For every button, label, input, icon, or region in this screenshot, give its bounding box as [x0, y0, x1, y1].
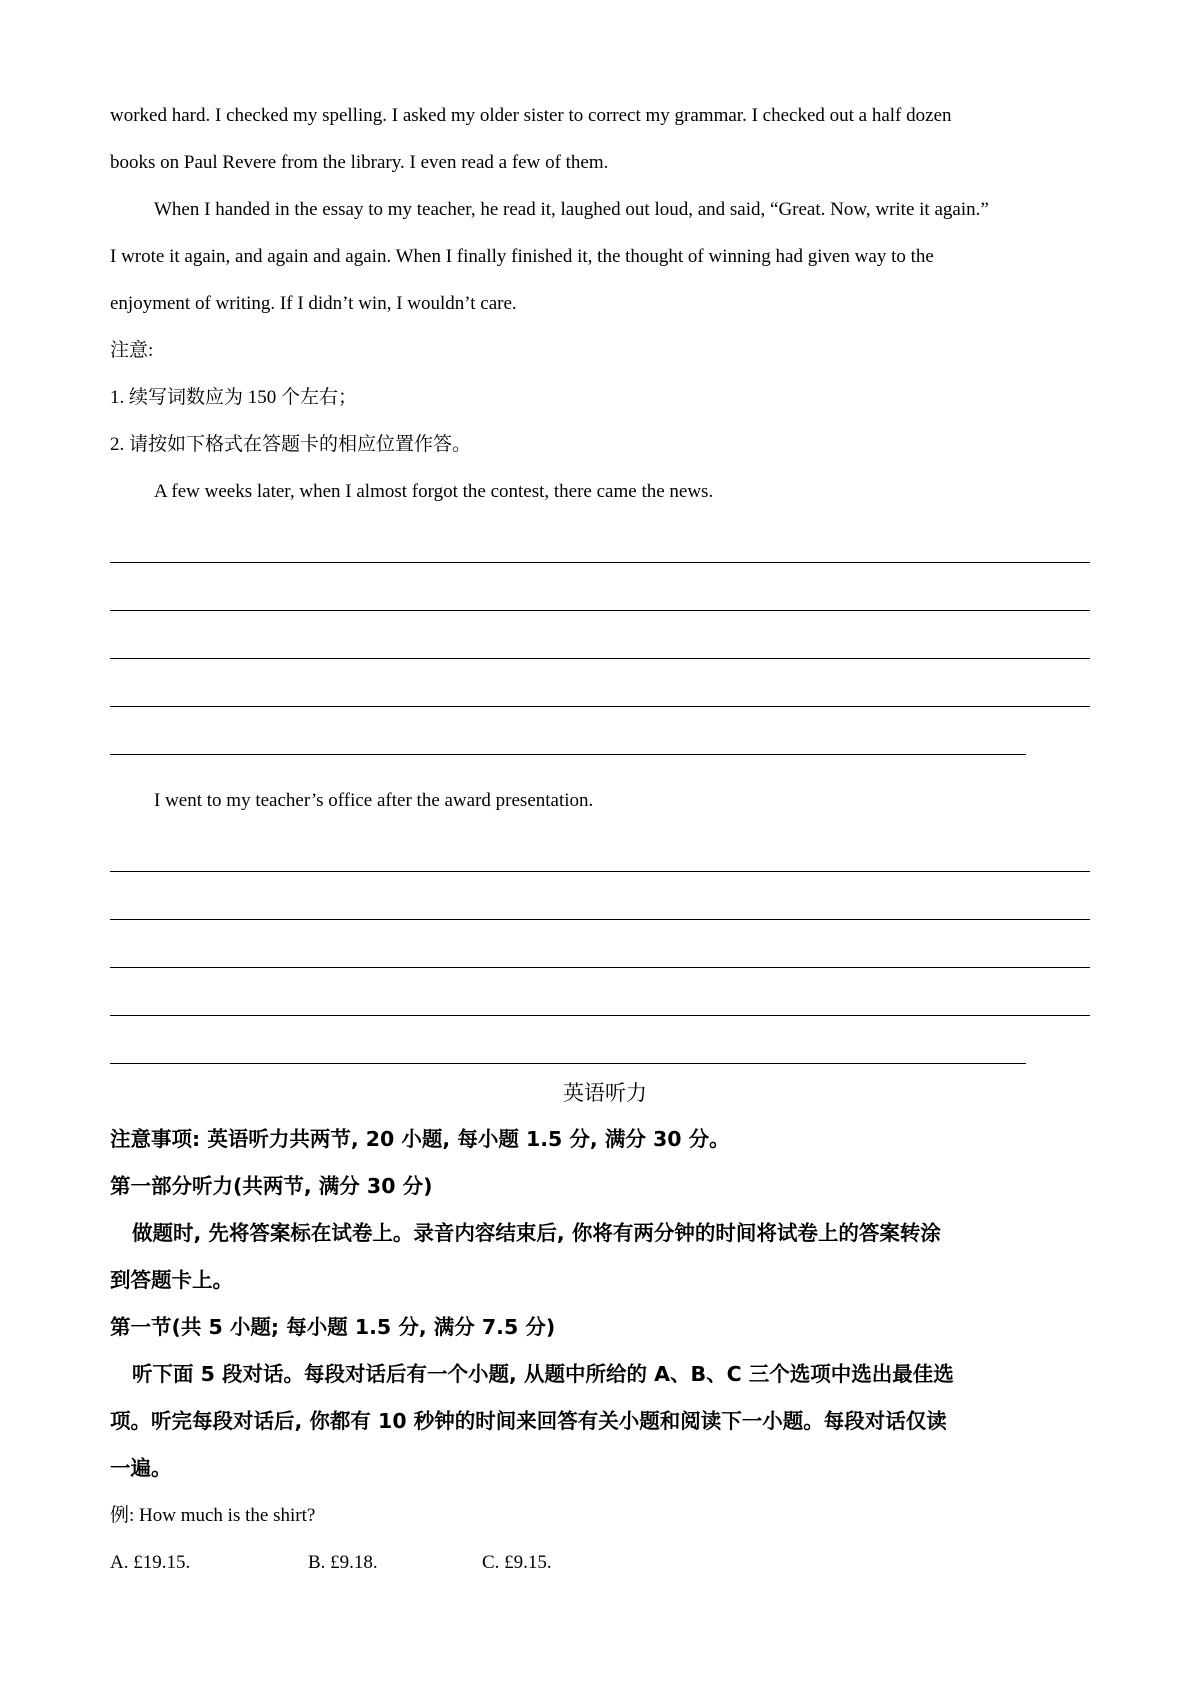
essay-line: books on Paul Revere from the library. I even read a few of them. — [110, 152, 609, 173]
exam-page — [110, 92, 1100, 1586]
note-item-1: 1. 续写词数应为 150 个左右； — [110, 387, 358, 408]
notes-heading: 注意: — [110, 340, 154, 361]
note-item-2: 2. 请按如下格式在答题卡的相应位置作答。 — [110, 434, 472, 455]
continuation-prompt-2: I went to my teacher’s office after the award presentation. — [154, 790, 594, 811]
example-question: 例: How much is the shirt? — [110, 1505, 316, 1526]
essay-line: I wrote it again, and again and again. When I finally finished it, the thought of winning had given way to the — [110, 246, 934, 267]
option-a[interactable]: A. £19.15. — [110, 1552, 191, 1573]
answer-line[interactable] — [110, 872, 1090, 920]
option-b[interactable]: B. £9.18. — [308, 1552, 378, 1573]
answer-line[interactable] — [110, 707, 1026, 755]
answer-line[interactable] — [110, 920, 1090, 968]
answer-line[interactable] — [110, 824, 1090, 872]
section1-instruction: 听下面 5 段对话。每段对话后有一个小题, 从题中所给的 A、B、C 三个选项中选出最佳选 — [132, 1362, 954, 1386]
answer-line[interactable] — [110, 515, 1090, 563]
option-c[interactable]: C. £9.15. — [482, 1552, 552, 1573]
answer-line[interactable] — [110, 659, 1090, 707]
listening-title: 英语听力 — [563, 1081, 647, 1105]
part1-heading: 第一部分听力(共两节, 满分 30 分) — [110, 1174, 433, 1198]
section1-instruction: 项。听完每段对话后, 你都有 10 秒钟的时间来回答有关小题和阅读下一小题。每段对话仅读 — [110, 1409, 947, 1433]
section1-instruction: 一遍。 — [110, 1456, 172, 1480]
section1-heading: 第一节(共 5 小题; 每小题 1.5 分, 满分 7.5 分) — [110, 1315, 556, 1339]
example-options — [110, 1539, 1100, 1586]
answer-line[interactable] — [110, 968, 1090, 1016]
answer-line[interactable] — [110, 611, 1090, 659]
listening-notice: 注意事项: 英语听力共两节, 20 小题, 每小题 1.5 分, 满分 30 分。 — [110, 1127, 730, 1151]
instruction-line: 到答题卡上。 — [110, 1268, 233, 1292]
essay-line: When I handed in the essay to my teacher, he read it, laughed out loud, and said, “Great. Now, write it again.” — [154, 199, 989, 220]
instruction-line: 做题时, 先将答案标在试卷上。录音内容结束后, 你将有两分钟的时间将试卷上的答案转涂 — [132, 1221, 941, 1245]
essay-line: worked hard. I checked my spelling. I asked my older sister to correct my grammar. I checked out a half dozen — [110, 105, 952, 126]
answer-line[interactable] — [110, 1016, 1026, 1064]
answer-line[interactable] — [110, 563, 1090, 611]
continuation-prompt-1: A few weeks later, when I almost forgot the contest, there came the news. — [154, 481, 714, 502]
essay-line: enjoyment of writing. If I didn’t win, I wouldn’t care. — [110, 293, 517, 314]
